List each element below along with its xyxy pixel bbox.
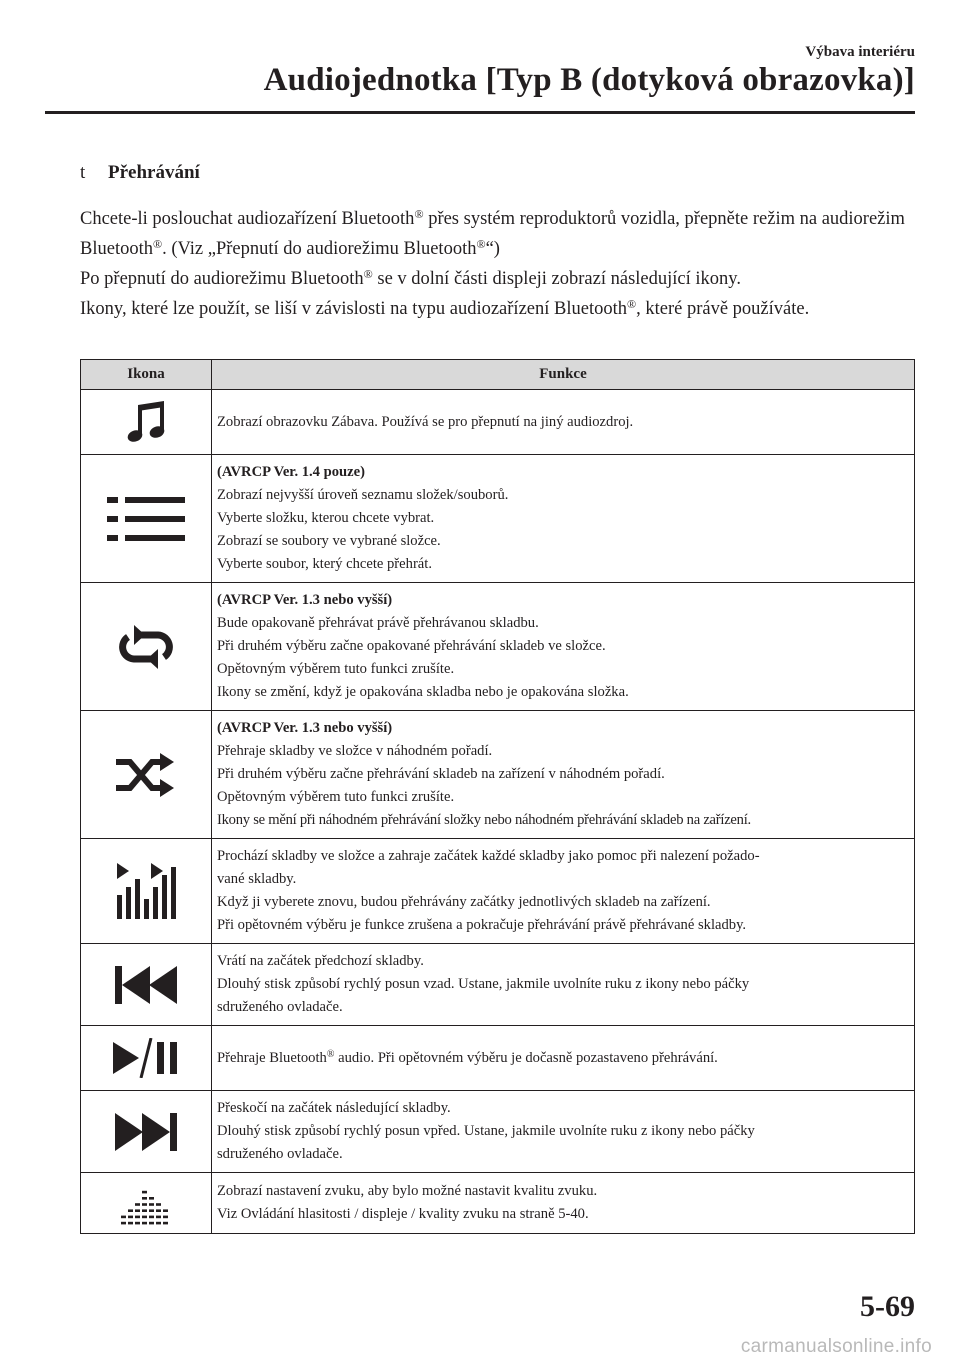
next-track-icon	[115, 1113, 177, 1151]
function-description: (AVRCP Ver. 1.3 nebo vyšší) Přehraje skladby ve složce v náhodném pořadí. Při druhém výběru začne přehrávání skladeb na zařízení v náhodném pořadí. Opětovným výběrem tuto funkci zrušíte. Ikony se mění při náhodném přehrávání složky nebo náhodném přehrávání skladeb na zařízení.	[212, 711, 915, 839]
function-description: Zobrazí nastavení zvuku, aby bylo možné nastavit kvalitu zvuku. Viz Ovládání hlasitosti / displeje / kvality zvuku na straně 5-40.	[212, 1173, 915, 1234]
function-description: Zobrazí obrazovku Zábava. Používá se pro přepnutí na jiný audiozdroj.	[212, 390, 915, 455]
list-icon	[107, 497, 185, 541]
icon-cell	[81, 944, 212, 1026]
column-header-icon: Ikona	[81, 360, 212, 390]
previous-track-icon	[115, 966, 177, 1004]
scan-icon	[115, 863, 177, 919]
function-description: Vrátí na začátek předchozí skladby. Dlouhý stisk způsobí rychlý posun vzad. Ustane, jakmile uvolníte ruku z ikony nebo páčky sdruženého ovladače.	[212, 944, 915, 1026]
table-row	[81, 1026, 915, 1091]
icon-cell	[81, 711, 212, 839]
function-description: Prochází skladby ve složce a zahraje začátek každé skladby jako pomoc při nalezení požado- vané skladby. Když ji vyberete znovu, budou přehrávány začátky jednotlivých skladeb na zařízení. Při opětovném výběru je funkce zrušena a pokračuje přehrávání právě přehrávané skladby.	[212, 839, 915, 944]
table-row	[81, 1091, 915, 1173]
page-title: Audiojednotka [Typ B (dotyková obrazovka)]	[263, 62, 915, 98]
function-description: Přeskočí na začátek následující skladby. Dlouhý stisk způsobí rychlý posun vpřed. Ustane, jakmile uvolníte ruku z ikony nebo páčky sdruženého ovladače.	[212, 1091, 915, 1173]
table-row	[81, 711, 915, 839]
header-section: Výbava interiéru	[805, 44, 915, 60]
section-marker: t	[80, 162, 86, 183]
icon-cell	[81, 390, 212, 455]
icon-cell	[81, 1026, 212, 1091]
section-heading-text: Přehrávání	[108, 162, 200, 183]
function-description: (AVRCP Ver. 1.4 pouze) Zobrazí nejvyšší úroveň seznamu složek/souborů. Vyberte složku, kterou chcete vybrat. Zobrazí se soubory ve vybrané složce. Vyberte soubor, který chcete přehrát.	[212, 455, 915, 583]
table-row	[81, 390, 915, 455]
table-row	[81, 583, 915, 711]
header-rule	[45, 111, 915, 114]
icon-cell	[81, 583, 212, 711]
table-row	[81, 839, 915, 944]
table-row	[81, 1173, 915, 1234]
intro-text	[80, 204, 920, 324]
column-header-function: Funkce	[212, 360, 915, 390]
function-description: (AVRCP Ver. 1.3 nebo vyšší) Bude opakovaně přehrávat právě přehrávanou skladbu. Při druhém výběru začne opakované přehrávání skladeb ve složce. Opětovným výběrem tuto funkci zrušíte. Ikony se změní, když je opakována skladba nebo je opakována složka.	[212, 583, 915, 711]
intro-paragraph-1: Chcete-li poslouchat audiozařízení Bluetooth® přes systém reproduktorů vozidla, přepněte režim na audiorežim Bluetooth®. (Viz „Přepnutí do audiorežimu Bluetooth®“)	[80, 207, 905, 259]
play-pause-icon	[113, 1038, 179, 1078]
intro-paragraph-3: Ikony, které lze použít, se liší v závislosti na typu audiozařízení Bluetooth®, které právě používáte.	[80, 297, 810, 319]
page-number: 5-69	[860, 1290, 915, 1323]
function-description: Přehraje Bluetooth® audio. Při opětovném výběru je dočasně pozastaveno přehrávání.	[212, 1026, 915, 1091]
watermark: carmanualsonline.info	[740, 1336, 932, 1357]
section-heading	[80, 162, 200, 184]
equalizer-icon	[120, 1180, 172, 1226]
icon-cell	[81, 455, 212, 583]
music-note-icon	[121, 397, 171, 447]
icon-cell	[81, 1173, 212, 1234]
repeat-icon	[114, 623, 178, 671]
intro-paragraph-2: Po přepnutí do audiorežimu Bluetooth® se v dolní části displeji zobrazí následující ikony.	[80, 267, 741, 289]
icon-cell	[81, 839, 212, 944]
shuffle-icon	[114, 752, 178, 798]
table-row	[81, 944, 915, 1026]
table-row	[81, 455, 915, 583]
icon-cell	[81, 1091, 212, 1173]
table-header-row	[81, 360, 915, 390]
icon-function-table	[80, 359, 915, 1234]
